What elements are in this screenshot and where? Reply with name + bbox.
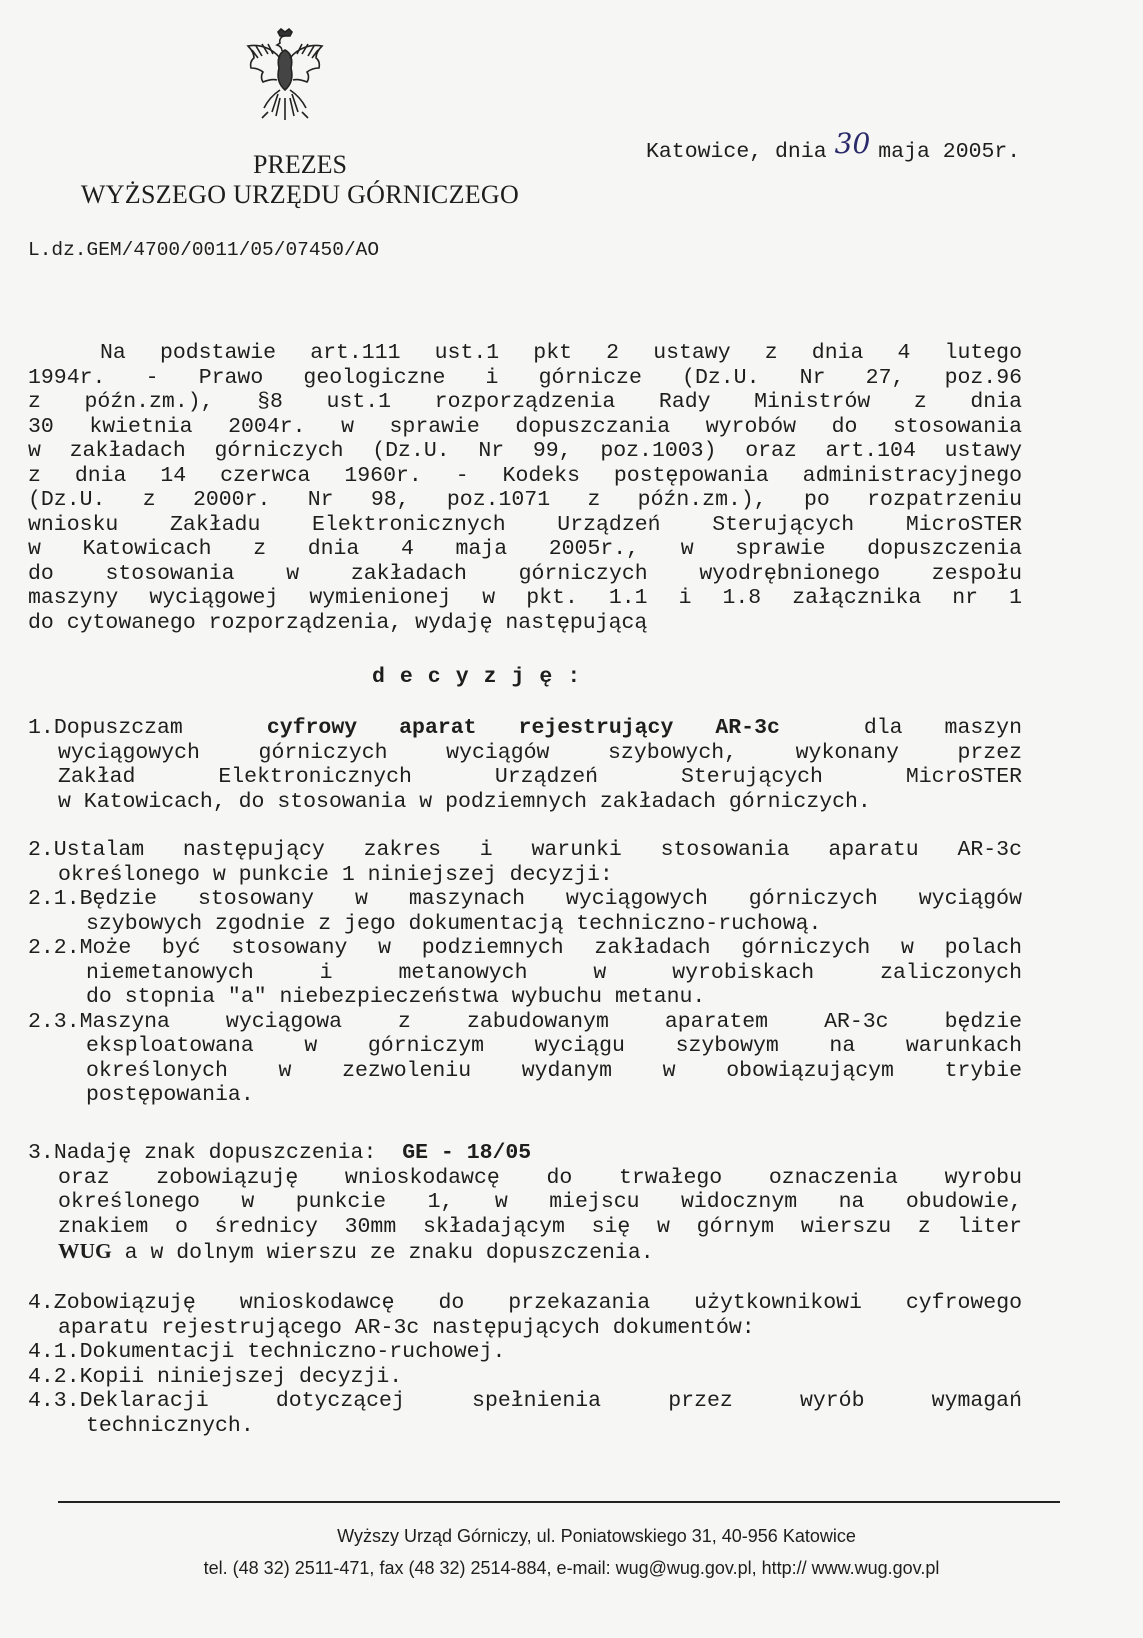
intro-line: z dnia 14 czerwca 1960r. - Kodeks postępowania administracyjnego bbox=[28, 463, 1022, 488]
issuer-title: PREZES bbox=[253, 150, 347, 179]
approval-mark: GE - 18/05 bbox=[402, 1141, 532, 1165]
point-2 bbox=[28, 838, 1022, 1108]
subpoint-line: postępowania. bbox=[86, 1083, 254, 1107]
subpoint-2-2 bbox=[28, 936, 1022, 1010]
issuer-office: WYŻSZEGO URZĘDU GÓRNICZEGO bbox=[80, 180, 520, 209]
decision-heading: decyzję: bbox=[372, 665, 596, 689]
footer bbox=[0, 1520, 1143, 1584]
subpoint-4-1 bbox=[28, 1340, 1022, 1365]
subpoint-2-3 bbox=[28, 1010, 1022, 1108]
subpoint-4-3 bbox=[28, 1389, 1022, 1414]
point-number: 3. bbox=[28, 1141, 54, 1165]
intro-paragraph bbox=[28, 341, 1022, 635]
intro-line: z późn.zm.), §8 ust.1 rozporządzenia Rady Ministrów z dnia bbox=[28, 390, 1022, 414]
intro-line: (Dz.U. z 2000r. Nr 98, poz.1071 z późn.zm.), po rozpatrzeniu bbox=[28, 488, 1022, 512]
point-4-line: aparatu rejestrującego AR-3c następujących dokumentów: bbox=[58, 1315, 755, 1340]
point-3-last-line bbox=[28, 1239, 1022, 1266]
subpoint-number: 4.1. bbox=[28, 1340, 80, 1364]
subpoint-line: Będzie stosowany w maszynach wyciągowych górniczych wyciągów bbox=[79, 887, 1022, 911]
point-3-line: określonego w punkcie 1, w miejscu widocznym na obudowie, bbox=[58, 1190, 1022, 1214]
point-3-line: znakiem o średnicy 30mm składającym się w górnym wierszu z liter bbox=[58, 1214, 1022, 1239]
subpoint-line: Maszyna wyciągowa z zabudowanym aparatem AR-3c będzie bbox=[79, 1009, 1022, 1034]
subpoint-text: Kopii niniejszej decyzji. bbox=[79, 1364, 403, 1389]
subpoint-4-2 bbox=[28, 1365, 1022, 1390]
reference-number: L.dz.GEM/4700/0011/05/07450/AO bbox=[28, 239, 380, 261]
intro-line: wniosku Zakładu Elektronicznych Urządzeń Sterujących MicroSTER bbox=[28, 512, 1022, 537]
intro-line: maszyny wyciągowej wymienionej w pkt. 1.1 i 1.8 załącznika nr 1 bbox=[28, 586, 1022, 610]
footer-address: Wyższy Urząd Górniczy, ul. Poniatowskiego 31, 40-956 Katowice bbox=[337, 1526, 856, 1546]
place-prefix: Katowice, dnia bbox=[646, 140, 827, 164]
subpoint-number: 4.3. bbox=[28, 1389, 80, 1413]
subpoint-line: Może być stosowany w podziemnych zakładach górniczych w polach bbox=[79, 936, 1022, 960]
place-suffix: maja 2005r. bbox=[878, 140, 1021, 164]
point-3 bbox=[28, 1141, 1022, 1266]
device-name: cyfrowy aparat rejestrujący AR-3c bbox=[266, 716, 780, 740]
polish-eagle-emblem bbox=[240, 28, 330, 124]
intro-line: do stosowania w zakładach górniczych wyodrębnionego zespołu bbox=[28, 561, 1022, 586]
point-1-tail: dla maszyn bbox=[863, 716, 1022, 740]
intro-line: Na podstawie art.111 ust.1 pkt 2 ustawy z dnia 4 lutego bbox=[100, 341, 1022, 365]
subpoint-line: eksploatowana w górniczym wyciągu szybowym na warunkach bbox=[86, 1034, 1022, 1058]
point-1-line: w Katowicach, do stosowania w podziemnych zakładach górniczych. bbox=[58, 789, 871, 814]
subpoint-line: niemetanowych i metanowych w wyrobiskach zaliczonych bbox=[86, 960, 1022, 985]
point-3-line: oraz zobowiązuję wnioskodawcę do trwałego oznaczenia wyrobu bbox=[58, 1165, 1022, 1190]
place-and-date bbox=[646, 127, 1021, 165]
subpoint-line: do stopnia "a" niebezpieczeństwa wybuchu metanu. bbox=[86, 985, 706, 1009]
subpoint-number: 2.2. bbox=[28, 936, 80, 960]
point-1-first-line bbox=[28, 716, 1022, 741]
issuer-block bbox=[20, 150, 580, 210]
footer-contact: tel. (48 32) 2511-471, fax (48 32) 2514-884, e-mail: wug@wug.gov.pl, http:// www.wug.gov.pl bbox=[203, 1558, 940, 1578]
subpoint-line: szybowych zgodnie z jego dokumentacją techniczno-ruchową. bbox=[86, 911, 822, 936]
point-3-lead: Nadaję znak dopuszczenia: bbox=[53, 1141, 377, 1165]
point-2-line: określonego w punkcie 1 niniejszej decyzji: bbox=[58, 862, 613, 887]
wug-mark: WUG bbox=[58, 1239, 112, 1263]
subpoint-text: Deklaracji dotyczącej spełnienia przez wyrób wymagań bbox=[79, 1389, 1022, 1413]
intro-line: w zakładach górniczych (Dz.U. Nr 99, poz.1003) oraz art.104 ustawy bbox=[28, 439, 1022, 463]
point-1-line: wyciągowych górniczych wyciągów szybowych, wykonany przez bbox=[58, 740, 1022, 765]
point-1-lead: Dopuszczam bbox=[53, 716, 183, 740]
intro-line: w Katowicach z dnia 4 maja 2005r., w sprawie dopuszczenia bbox=[28, 537, 1022, 561]
subpoint-number: 2.1. bbox=[28, 887, 80, 911]
point-4-line: 4.Zobowiązuję wnioskodawcę do przekazania użytkownikowi cyfrowego bbox=[28, 1291, 1022, 1315]
subpoint-2-1 bbox=[28, 887, 1022, 936]
point-number: 1. bbox=[28, 716, 54, 740]
point-4 bbox=[28, 1291, 1022, 1438]
point-1-line: Zakład Elektronicznych Urządzeń Sterujących MicroSTER bbox=[58, 765, 1022, 789]
point-2-line: 2.Ustalam następujący zakres i warunki stosowania aparatu AR-3c bbox=[28, 838, 1022, 862]
subpoint-number: 2.3. bbox=[28, 1009, 80, 1034]
point-3-line: a w dolnym wierszu ze znaku dopuszczenia. bbox=[124, 1241, 654, 1265]
point-1 bbox=[28, 716, 1022, 814]
intro-line: 30 kwietnia 2004r. w sprawie dopuszczania wyrobów do stosowania bbox=[28, 414, 1022, 439]
subpoint-number: 4.2. bbox=[28, 1364, 80, 1389]
point-3-first-line bbox=[28, 1141, 1022, 1166]
intro-line: 1994r. - Prawo geologiczne i górnicze (Dz.U. Nr 27, poz.96 bbox=[28, 365, 1022, 390]
subpoint-text: technicznych. bbox=[86, 1413, 254, 1438]
subpoint-line: określonych w zezwoleniu wydanym w obowiązującym trybie bbox=[86, 1058, 1022, 1083]
intro-line: do cytowanego rozporządzenia, wydaję następującą bbox=[28, 610, 648, 635]
handwritten-day: 30 bbox=[834, 127, 871, 160]
subpoint-text: Dokumentacji techniczno-ruchowej. bbox=[79, 1340, 506, 1364]
footer-divider bbox=[58, 1501, 1060, 1503]
